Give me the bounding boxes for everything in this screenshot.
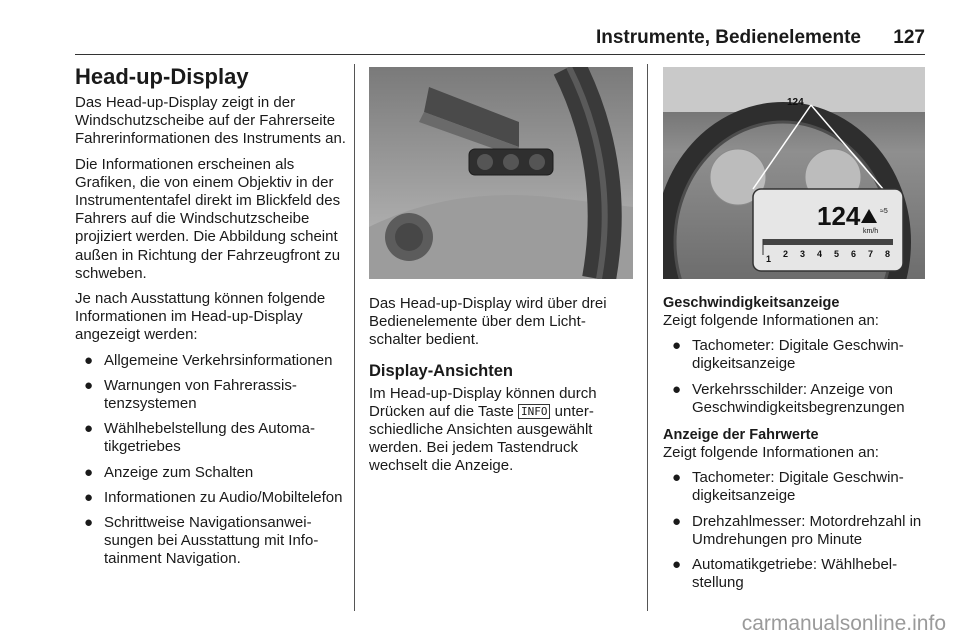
list-item: ● Allgemeine Verkehrsinformationen	[84, 351, 333, 369]
paragraph: Im Head-up-Display können durch Drücken auf die Taste INFO unterschiedliche Ansichten ausgewählt werden. Bei jedem Tastendruck wechselt die Anzeige.	[369, 384, 597, 475]
hud-speed-unit: km/h	[863, 228, 879, 235]
hud-speed-value: 124	[817, 201, 861, 231]
bullet-icon: ●	[84, 488, 94, 506]
hud-small-speed: 124	[787, 97, 804, 108]
section-title: Instrumente, Bedienelemente	[595, 27, 861, 48]
section-heading: Head-up-Display	[75, 64, 249, 89]
rpm-tick-label: 6	[851, 249, 857, 259]
watermark: carmanualsonline.info	[741, 612, 946, 635]
hud-limit: ≈5	[880, 208, 888, 215]
rpm-tick-label: 1	[766, 254, 772, 264]
paragraph: Die Informationen erscheinen als Grafiken, die von einem Objektiv in der Instrumententafel direkt im Blickfeld des Fahrers auf die Windschutzscheibe projiziert werden. Die Abbildung scheint außen in Richtung der Fahrzeugfront zu schweben.	[75, 155, 341, 282]
rpm-bar	[763, 239, 893, 245]
list-item: ● Anzeige zum Schalten	[84, 463, 254, 481]
rpm-tick-label: 2	[783, 249, 789, 259]
bullet-icon: ●	[672, 337, 682, 355]
paragraph: Zeigt folgende Informationen an:	[663, 312, 879, 329]
subsection-heading: Geschwindigkeitsanzeige	[663, 295, 840, 311]
bullet-icon: ●	[672, 380, 682, 398]
bullet-icon: ●	[84, 351, 94, 369]
controls-illustration	[369, 67, 633, 279]
bullet-icon: ●	[672, 469, 682, 487]
info-list	[663, 337, 925, 417]
hud-illustration	[663, 67, 925, 279]
list-item: ● Verkehrsschilder: Anzeige von Geschwindigkeitsbegrenzungen	[672, 380, 905, 416]
paragraph: Je nach Ausstattung können folgende Informationen im Head-up-Display angezeigt werden:	[75, 290, 326, 344]
column-1	[75, 64, 355, 576]
column-2	[369, 64, 633, 483]
list-item: ● Tachometer: Digitale Geschwindigkeitsanzeige	[672, 337, 904, 373]
info-key-icon: INFO	[518, 404, 551, 419]
column-3	[663, 64, 925, 599]
page-header	[75, 20, 925, 55]
info-list	[663, 469, 925, 592]
list-item: ● Wählhebelstellung des Automatikgetriebes	[84, 420, 315, 456]
subsection-heading: Anzeige der Fahrwerte	[663, 427, 819, 444]
paragraph: Das Head-up-Display zeigt in der Windschutzscheibe auf der Fahrerseite Fahrerinformationen des Instruments an.	[75, 94, 346, 148]
rpm-tick-label: 5	[834, 249, 840, 259]
list-item: ● Tachometer: Digitale Geschwindigkeitsanzeige	[672, 469, 904, 505]
rpm-tick-label: 8	[885, 249, 891, 259]
info-list	[75, 352, 355, 569]
page-number: 127	[893, 27, 925, 48]
column-divider-2	[647, 64, 648, 611]
rpm-tick-label: 3	[800, 249, 806, 259]
subsection-heading: Display-Ansichten	[369, 361, 513, 380]
list-item: ● Drehzahlmesser: Motordrehzahl in Umdrehungen pro Minute	[672, 512, 922, 548]
paragraph: Zeigt folgende Informationen an:	[663, 444, 879, 462]
list-item: ● Schrittweise Navigationsanweisungen bei Ausstattung mit Infotainment Navigation.	[84, 514, 319, 568]
bullet-icon: ●	[672, 556, 682, 574]
bullet-icon: ●	[84, 514, 94, 532]
figure-caption: Das Head-up-Display wird über drei Bedienelemente über dem Lichtschalter bedient.	[369, 295, 607, 349]
rpm-tick-label: 7	[868, 249, 874, 259]
rpm-tick-label: 4	[817, 249, 823, 259]
list-item: ● Informationen zu Audio/Mobiltelefon	[84, 488, 343, 506]
bullet-icon: ●	[672, 512, 682, 530]
bullet-icon: ●	[84, 376, 94, 394]
bullet-icon: ●	[84, 463, 94, 481]
list-item: ● Warnungen von Fahrerassistenzsystemen	[84, 376, 297, 413]
list-item: ● Automatikgetriebe: Wählhebelstellung	[672, 556, 898, 592]
bullet-icon: ●	[84, 420, 94, 438]
